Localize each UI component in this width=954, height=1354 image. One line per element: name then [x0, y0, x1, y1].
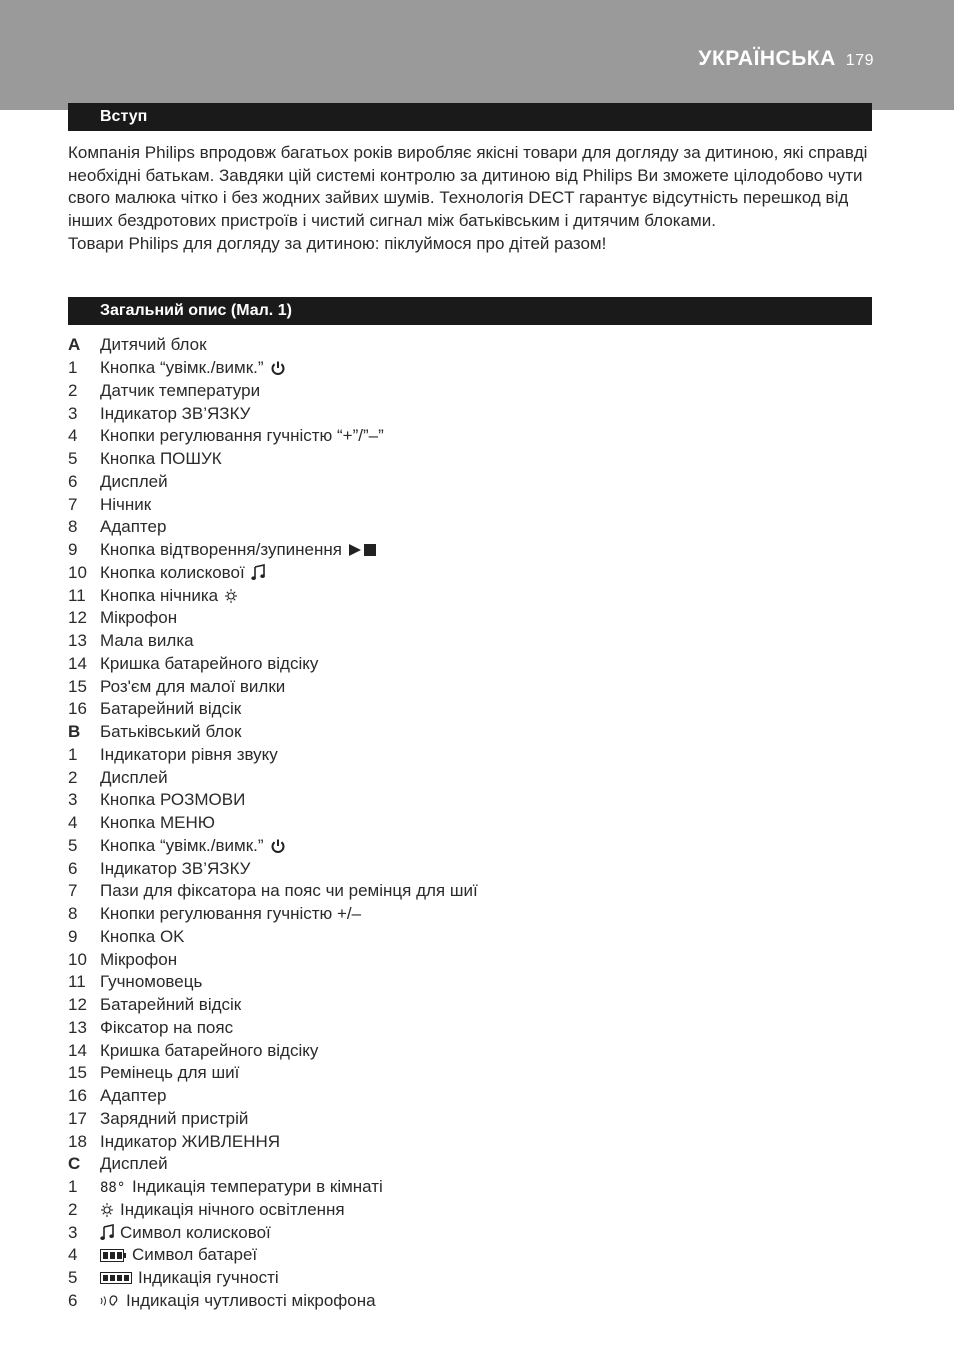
music-note-icon — [100, 1224, 114, 1241]
item-number: 3 — [68, 403, 78, 423]
item-text-wrap — [100, 381, 260, 401]
item-text-wrap — [100, 699, 241, 719]
item-label: Символ колискової — [120, 1222, 271, 1242]
list-item — [68, 926, 872, 949]
item-text-wrap — [100, 540, 378, 560]
item-text-wrap — [100, 335, 207, 355]
language-header — [698, 47, 874, 71]
item-label: Зарядний пристрій — [100, 1108, 249, 1128]
item-number: 3 — [68, 790, 78, 810]
item-number: 1 — [68, 744, 78, 764]
list-item — [68, 493, 872, 516]
list-item — [68, 766, 872, 789]
item-text-wrap — [100, 836, 286, 856]
item-label: Індикатор ЗВ’ЯЗКУ — [100, 858, 251, 878]
item-label: Кнопка “увімк./вимк.” — [100, 358, 264, 378]
list-item — [68, 1244, 872, 1267]
item-label: Індикатор ЗВ’ЯЗКУ — [100, 403, 251, 423]
intro-text — [68, 142, 872, 256]
item-text-wrap — [100, 768, 168, 788]
list-item — [68, 857, 872, 880]
item-number: 9 — [68, 540, 78, 560]
item-label: Гучномовець — [100, 972, 203, 992]
item-number: 14 — [68, 653, 87, 673]
list-item — [68, 971, 872, 994]
item-text-wrap — [100, 927, 185, 947]
item-label: Кнопка РОЗМОВИ — [100, 790, 246, 810]
list-item — [68, 903, 872, 926]
item-text-wrap — [100, 904, 361, 924]
item-label: Кришка батарейного відсіку — [100, 1040, 319, 1060]
list-item — [68, 994, 872, 1017]
list-item — [68, 1290, 872, 1313]
item-number: 1 — [68, 1177, 78, 1197]
list-item — [68, 721, 872, 744]
item-label: Роз'єм для малої вилки — [100, 676, 286, 696]
item-number: 1 — [68, 358, 78, 378]
item-text-wrap — [100, 517, 166, 537]
item-number: A — [68, 335, 81, 355]
list-item — [68, 653, 872, 676]
item-number: 2 — [68, 767, 78, 787]
item-number: 11 — [68, 972, 86, 992]
item-number: 18 — [68, 1131, 87, 1151]
item-text-wrap — [100, 813, 215, 833]
item-label: Індикація гучності — [138, 1268, 279, 1288]
page-header-banner — [0, 0, 954, 110]
item-text-wrap — [100, 631, 194, 651]
list-item — [68, 334, 872, 357]
power-icon — [270, 838, 286, 854]
item-label: Датчик температури — [100, 380, 261, 400]
item-text-wrap — [100, 1109, 248, 1129]
item-number: 17 — [68, 1108, 87, 1128]
item-text-wrap — [100, 995, 241, 1015]
intro-heading: Вступ — [68, 103, 872, 131]
item-number: 8 — [68, 517, 78, 537]
item-text-wrap — [100, 449, 222, 469]
item-text-wrap — [100, 1268, 279, 1288]
item-number: C — [68, 1154, 81, 1174]
item-text-wrap — [100, 586, 238, 606]
item-text-wrap — [100, 1177, 383, 1197]
sensitivity-icon — [100, 1293, 120, 1309]
item-label: Ремінець для шиї — [100, 1063, 240, 1083]
list-item — [68, 1153, 872, 1176]
item-number: 2 — [68, 1199, 78, 1219]
list-item — [68, 1130, 872, 1153]
item-number: 15 — [68, 676, 87, 696]
item-number: 9 — [68, 926, 78, 946]
item-text-wrap — [100, 1063, 239, 1083]
item-label: Індикація нічного освітлення — [120, 1199, 345, 1219]
item-number: 13 — [68, 631, 87, 651]
item-number: 5 — [68, 449, 78, 469]
list-item — [68, 880, 872, 903]
item-label: Дитячий блок — [100, 335, 207, 355]
item-text-wrap — [100, 722, 241, 742]
item-number: 6 — [68, 1290, 78, 1310]
list-item — [68, 1176, 872, 1199]
item-number: 15 — [68, 1063, 87, 1083]
list-item — [68, 1199, 872, 1222]
item-number: 7 — [68, 881, 78, 901]
item-label: Кнопка “увімк./вимк.” — [100, 835, 264, 855]
item-text-wrap — [100, 1291, 376, 1311]
list-item — [68, 471, 872, 494]
item-number: 4 — [68, 1245, 78, 1265]
item-label: Індикатори рівня звуку — [100, 744, 278, 764]
list-item — [68, 448, 872, 471]
item-number: 4 — [68, 813, 78, 833]
item-text-wrap — [100, 495, 151, 515]
list-item — [68, 1062, 872, 1085]
item-text-wrap — [100, 1018, 233, 1038]
item-number: 13 — [68, 1017, 87, 1037]
nightlight-icon — [100, 1202, 114, 1218]
item-text-wrap — [100, 1132, 280, 1152]
item-text-wrap — [100, 972, 202, 992]
item-text-wrap — [100, 1086, 166, 1106]
item-text-wrap — [100, 1245, 257, 1265]
item-number: 5 — [68, 835, 78, 855]
item-label: Батьківський блок — [100, 722, 242, 742]
list-item — [68, 1108, 872, 1131]
play-stop-icon — [348, 543, 378, 557]
nightlight-icon — [224, 588, 238, 604]
item-text-wrap — [100, 859, 250, 879]
item-label: Адаптер — [100, 1086, 167, 1106]
item-label: Кнопки регулювання гучністю “+”/”–” — [100, 426, 384, 446]
item-label: Дисплей — [100, 1154, 168, 1174]
item-label: Пази для фіксатора на пояс чи ремінця для шиї — [100, 881, 478, 901]
item-number: 7 — [68, 494, 78, 514]
item-text-wrap — [100, 404, 250, 424]
item-label: Індикатор ЖИВЛЕННЯ — [100, 1131, 281, 1151]
item-label: Кнопка нічника — [100, 585, 219, 605]
item-text-wrap — [100, 677, 285, 697]
item-text-wrap — [100, 881, 478, 901]
item-number: 6 — [68, 858, 78, 878]
item-label: Мікрофон — [100, 608, 178, 628]
item-number: 10 — [68, 562, 87, 582]
item-label: Індикація температури в кімнаті — [132, 1177, 383, 1197]
item-label: Мікрофон — [100, 949, 178, 969]
list-item — [68, 357, 872, 380]
list-item — [68, 698, 872, 721]
item-label: Кнопки регулювання гучністю +/– — [100, 904, 362, 924]
list-item — [68, 1085, 872, 1108]
list-item — [68, 948, 872, 971]
list-item — [68, 516, 872, 539]
item-number: 16 — [68, 1086, 87, 1106]
parts-list — [68, 334, 872, 1312]
volume-bar-icon — [100, 1272, 132, 1284]
svg-text:88°: 88° — [100, 1180, 126, 1196]
item-text-wrap — [100, 1223, 271, 1243]
item-text-wrap — [100, 1200, 345, 1220]
item-label: Кнопка відтворення/зупинення — [100, 540, 342, 560]
item-label: Кнопка OK — [100, 926, 185, 946]
item-number: 10 — [68, 949, 87, 969]
language-title: УКРАЇНСЬКА — [698, 47, 836, 70]
item-number: 11 — [68, 585, 86, 605]
item-number: 3 — [68, 1222, 78, 1242]
list-item — [68, 1039, 872, 1062]
list-item — [68, 744, 872, 767]
item-text-wrap — [100, 745, 278, 765]
list-item — [68, 1267, 872, 1290]
item-text-wrap — [100, 563, 265, 583]
item-number: 2 — [68, 380, 78, 400]
item-label: Фіксатор на пояс — [100, 1017, 234, 1037]
list-item — [68, 630, 872, 653]
list-item — [68, 402, 872, 425]
list-item — [68, 539, 872, 562]
item-text-wrap — [100, 358, 286, 378]
item-label: Батарейний відсік — [100, 995, 242, 1015]
list-item — [68, 1221, 872, 1244]
battery-icon — [100, 1249, 126, 1262]
item-label: Кнопка ПОШУК — [100, 449, 222, 469]
item-label: Кнопка колискової — [100, 562, 245, 582]
list-item — [68, 584, 872, 607]
item-number: 14 — [68, 1040, 87, 1060]
item-number: 12 — [68, 608, 87, 628]
item-label: Дисплей — [100, 471, 168, 491]
item-text-wrap — [100, 426, 384, 446]
item-label: Адаптер — [100, 517, 167, 537]
list-item — [68, 812, 872, 835]
item-label: Кнопка МЕНЮ — [100, 813, 215, 833]
item-number: 8 — [68, 904, 78, 924]
music-note-icon — [251, 564, 265, 581]
item-label: Нічник — [100, 494, 152, 514]
item-text-wrap — [100, 1154, 168, 1174]
item-label: Індикація чутливості мікрофона — [126, 1290, 376, 1310]
item-number: 12 — [68, 995, 87, 1015]
list-item — [68, 380, 872, 403]
description-heading: Загальний опис (Мал. 1) — [68, 297, 872, 325]
list-item — [68, 607, 872, 630]
list-item — [68, 562, 872, 585]
item-number: 5 — [68, 1268, 78, 1288]
list-item — [68, 675, 872, 698]
item-text-wrap — [100, 654, 318, 674]
item-label: Символ батареї — [132, 1245, 258, 1265]
intro-paragraph: Компанія Philips впродовж багатьох років виробляє якісні товари для догляду за дитиною, які справді необхідні батькам. Завдяки цій системі контролю за дитиною від Philips Ви зможете цілодобово чути свого малюка чітко і без жодних зайвих шумів. Технологія DECT гарантує відсутність перешкод від інших бездротових пристроїв і чистий сигнал між батьківським і дитячим блоками. — [68, 143, 868, 231]
list-item — [68, 425, 872, 448]
item-label: Мала вилка — [100, 631, 194, 651]
list-item — [68, 835, 872, 858]
item-label: Кришка батарейного відсіку — [100, 653, 319, 673]
temperature-icon — [100, 1179, 126, 1195]
list-item — [68, 1017, 872, 1040]
item-text-wrap — [100, 950, 177, 970]
item-number: 4 — [68, 426, 78, 446]
item-label: Батарейний відсік — [100, 699, 242, 719]
item-text-wrap — [100, 472, 168, 492]
item-number: 16 — [68, 699, 87, 719]
page-number: 179 — [845, 52, 874, 69]
power-icon — [270, 360, 286, 376]
intro-paragraph: Товари Philips для догляду за дитиною: піклуймося про дітей разом! — [68, 233, 607, 253]
item-text-wrap — [100, 790, 245, 810]
item-label: Дисплей — [100, 767, 168, 787]
item-number: B — [68, 722, 81, 742]
item-text-wrap — [100, 608, 177, 628]
item-number: 6 — [68, 471, 78, 491]
list-item — [68, 789, 872, 812]
item-text-wrap — [100, 1041, 318, 1061]
